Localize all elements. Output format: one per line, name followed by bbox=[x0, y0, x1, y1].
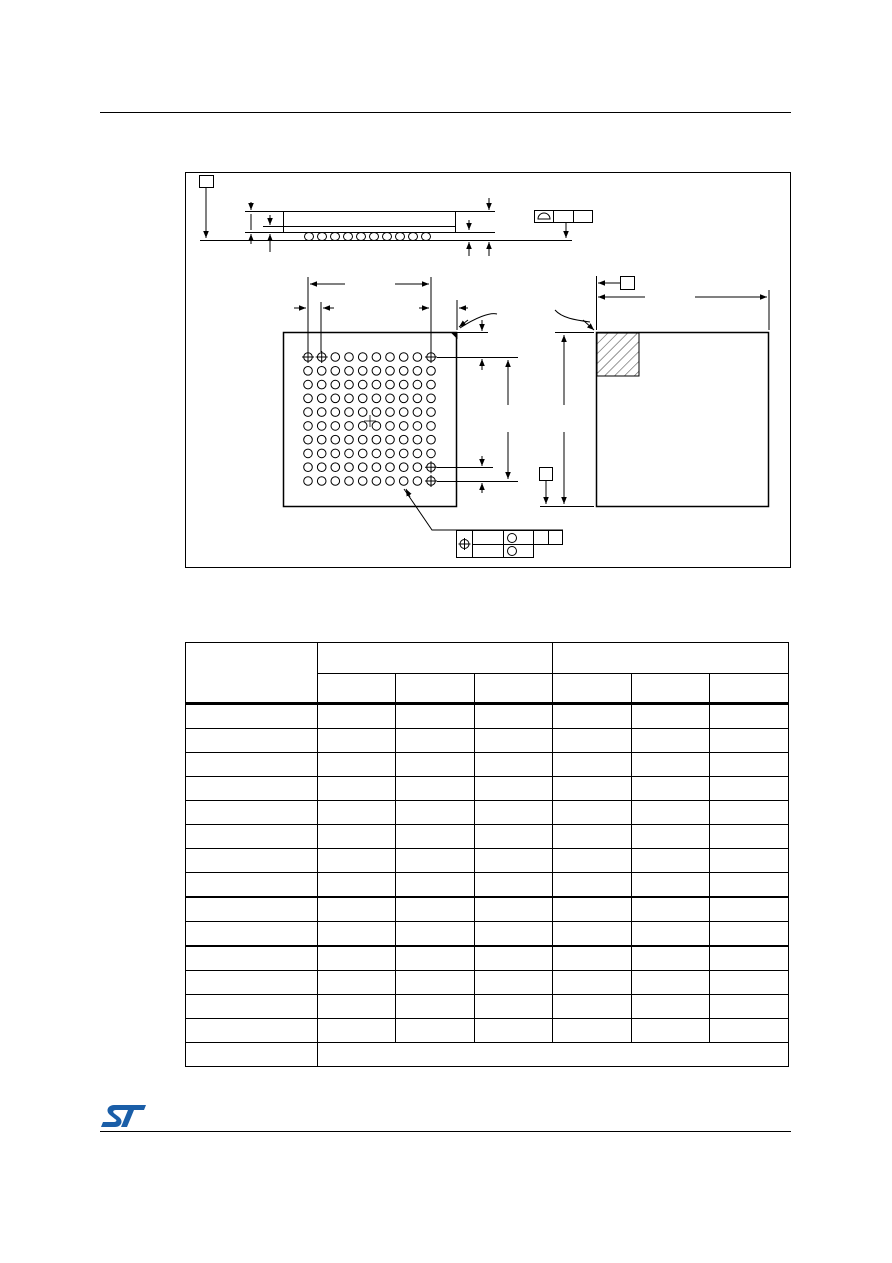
solder-ball bbox=[399, 394, 408, 403]
solder-ball bbox=[413, 463, 422, 472]
solder-ball bbox=[372, 394, 381, 403]
solder-ball bbox=[304, 477, 313, 486]
solder-ball bbox=[331, 367, 340, 376]
st-logo bbox=[100, 1103, 150, 1129]
solder-ball bbox=[331, 408, 340, 417]
diameter-lmc-icon bbox=[508, 547, 517, 556]
drawing-frame bbox=[186, 173, 791, 568]
solder-ball bbox=[304, 394, 313, 403]
solder-ball bbox=[304, 422, 313, 431]
solder-ball bbox=[399, 380, 408, 389]
subheader-cell bbox=[710, 674, 789, 704]
solder-ball bbox=[304, 463, 313, 472]
solder-ball bbox=[386, 463, 395, 472]
solder-ball bbox=[372, 449, 381, 458]
solder-ball bbox=[399, 435, 408, 444]
solder-ball bbox=[399, 449, 408, 458]
table-header-row bbox=[186, 643, 789, 674]
solder-ball bbox=[331, 353, 340, 362]
solder-ball bbox=[358, 408, 367, 417]
solder-ball bbox=[304, 367, 313, 376]
solder-ball bbox=[386, 435, 395, 444]
solder-ball bbox=[386, 353, 395, 362]
subheader-cell bbox=[475, 674, 553, 704]
solder-ball bbox=[345, 463, 354, 472]
solder-ball bbox=[413, 435, 422, 444]
diameter-mmc-icon bbox=[508, 534, 517, 543]
solder-ball bbox=[427, 449, 436, 458]
solder-ball bbox=[317, 477, 326, 486]
solder-ball bbox=[399, 477, 408, 486]
solder-balls-side bbox=[305, 233, 431, 241]
footer-rule bbox=[100, 1131, 791, 1132]
solder-ball bbox=[358, 353, 367, 362]
solder-ball bbox=[331, 380, 340, 389]
solder-ball bbox=[386, 408, 395, 417]
solder-ball bbox=[399, 353, 408, 362]
solder-ball bbox=[372, 408, 381, 417]
solder-ball bbox=[331, 449, 340, 458]
table-row bbox=[186, 922, 789, 947]
solder-ball bbox=[317, 394, 326, 403]
header-cell-group-2 bbox=[553, 643, 789, 674]
package-dimensions-table bbox=[185, 642, 789, 1067]
table-row bbox=[186, 729, 789, 753]
solder-ball bbox=[386, 380, 395, 389]
solder-ball bbox=[427, 367, 436, 376]
solder-ball bbox=[427, 422, 436, 431]
solder-ball bbox=[413, 449, 422, 458]
solder-ball bbox=[345, 408, 354, 417]
solder-ball bbox=[427, 394, 436, 403]
solder-ball bbox=[399, 422, 408, 431]
solder-ball bbox=[386, 449, 395, 458]
solder-ball bbox=[345, 449, 354, 458]
subheader-cell bbox=[553, 674, 632, 704]
header-cell-group-1 bbox=[318, 643, 553, 674]
solder-ball bbox=[317, 408, 326, 417]
package-outline-drawing bbox=[0, 0, 892, 600]
solder-ball bbox=[345, 380, 354, 389]
side-view bbox=[200, 176, 573, 257]
solder-ball bbox=[331, 435, 340, 444]
ball-reference-crosshair bbox=[425, 475, 437, 487]
solder-ball bbox=[345, 367, 354, 376]
table-row bbox=[186, 825, 789, 849]
solder-ball bbox=[386, 422, 395, 431]
table-row bbox=[186, 849, 789, 873]
subheader-cell bbox=[396, 674, 475, 704]
table-row bbox=[186, 995, 789, 1019]
solder-ball bbox=[358, 477, 367, 486]
ball-reference-crosshair bbox=[316, 351, 328, 363]
header-cell-dim bbox=[186, 643, 318, 704]
solder-ball bbox=[304, 408, 313, 417]
solder-ball bbox=[358, 435, 367, 444]
solder-ball bbox=[345, 422, 354, 431]
datum-box-side bbox=[200, 176, 214, 188]
table-row bbox=[186, 753, 789, 777]
table-row bbox=[186, 704, 789, 729]
solder-ball bbox=[317, 449, 326, 458]
solder-ball bbox=[317, 435, 326, 444]
substrate-side bbox=[284, 227, 456, 233]
table-row bbox=[186, 777, 789, 801]
top-view bbox=[540, 276, 770, 507]
table-row bbox=[186, 1019, 789, 1043]
table-note-row bbox=[186, 1043, 789, 1067]
datum-box-top-a bbox=[621, 277, 635, 290]
solder-ball bbox=[304, 449, 313, 458]
solder-ball bbox=[331, 463, 340, 472]
datum-box-top-b bbox=[540, 468, 553, 481]
solder-ball bbox=[358, 449, 367, 458]
position-tolerance-frame bbox=[457, 531, 563, 558]
subheader-cell bbox=[632, 674, 710, 704]
table-row bbox=[186, 971, 789, 995]
subheader-cell bbox=[318, 674, 396, 704]
solder-ball bbox=[372, 422, 381, 431]
solder-ball bbox=[345, 477, 354, 486]
solder-ball bbox=[358, 422, 367, 431]
solder-ball bbox=[345, 435, 354, 444]
solder-ball bbox=[372, 367, 381, 376]
table-row bbox=[186, 801, 789, 825]
package-body-side bbox=[284, 212, 456, 227]
solder-ball bbox=[331, 394, 340, 403]
coplanarity-tolerance-frame bbox=[535, 211, 593, 223]
solder-ball bbox=[372, 463, 381, 472]
solder-ball bbox=[427, 380, 436, 389]
pin-a1-corner-mark bbox=[452, 333, 457, 338]
solder-ball bbox=[331, 422, 340, 431]
solder-ball bbox=[413, 477, 422, 486]
solder-ball bbox=[317, 422, 326, 431]
solder-ball bbox=[372, 353, 381, 362]
solder-ball bbox=[399, 463, 408, 472]
solder-ball bbox=[345, 353, 354, 362]
solder-ball bbox=[358, 367, 367, 376]
solder-ball bbox=[358, 463, 367, 472]
solder-ball bbox=[386, 367, 395, 376]
solder-ball bbox=[413, 380, 422, 389]
table-row bbox=[186, 873, 789, 898]
solder-ball bbox=[358, 380, 367, 389]
solder-ball bbox=[304, 380, 313, 389]
table-row bbox=[186, 897, 789, 922]
solder-ball bbox=[427, 435, 436, 444]
solder-ball bbox=[413, 422, 422, 431]
solder-ball bbox=[386, 477, 395, 486]
solder-ball bbox=[317, 463, 326, 472]
solder-ball bbox=[399, 408, 408, 417]
ball-reference-crosshair bbox=[425, 461, 437, 473]
solder-ball bbox=[413, 367, 422, 376]
ball-reference-crosshair bbox=[425, 351, 437, 363]
ball-grid-array bbox=[302, 351, 437, 487]
solder-ball bbox=[358, 394, 367, 403]
bottom-view bbox=[284, 277, 564, 530]
solder-ball bbox=[399, 367, 408, 376]
solder-ball bbox=[386, 394, 395, 403]
pin-a1-hatched-marker bbox=[597, 333, 639, 376]
solder-ball bbox=[304, 435, 313, 444]
solder-ball bbox=[413, 353, 422, 362]
solder-ball bbox=[317, 367, 326, 376]
table-row bbox=[186, 946, 789, 971]
solder-ball bbox=[372, 435, 381, 444]
solder-ball bbox=[372, 380, 381, 389]
solder-ball bbox=[413, 408, 422, 417]
profile-of-surface-icon bbox=[538, 213, 550, 219]
solder-ball bbox=[345, 394, 354, 403]
solder-ball bbox=[372, 477, 381, 486]
solder-ball bbox=[317, 380, 326, 389]
solder-ball bbox=[427, 408, 436, 417]
ball-reference-crosshair bbox=[302, 351, 314, 363]
solder-ball bbox=[413, 394, 422, 403]
solder-ball bbox=[331, 477, 340, 486]
